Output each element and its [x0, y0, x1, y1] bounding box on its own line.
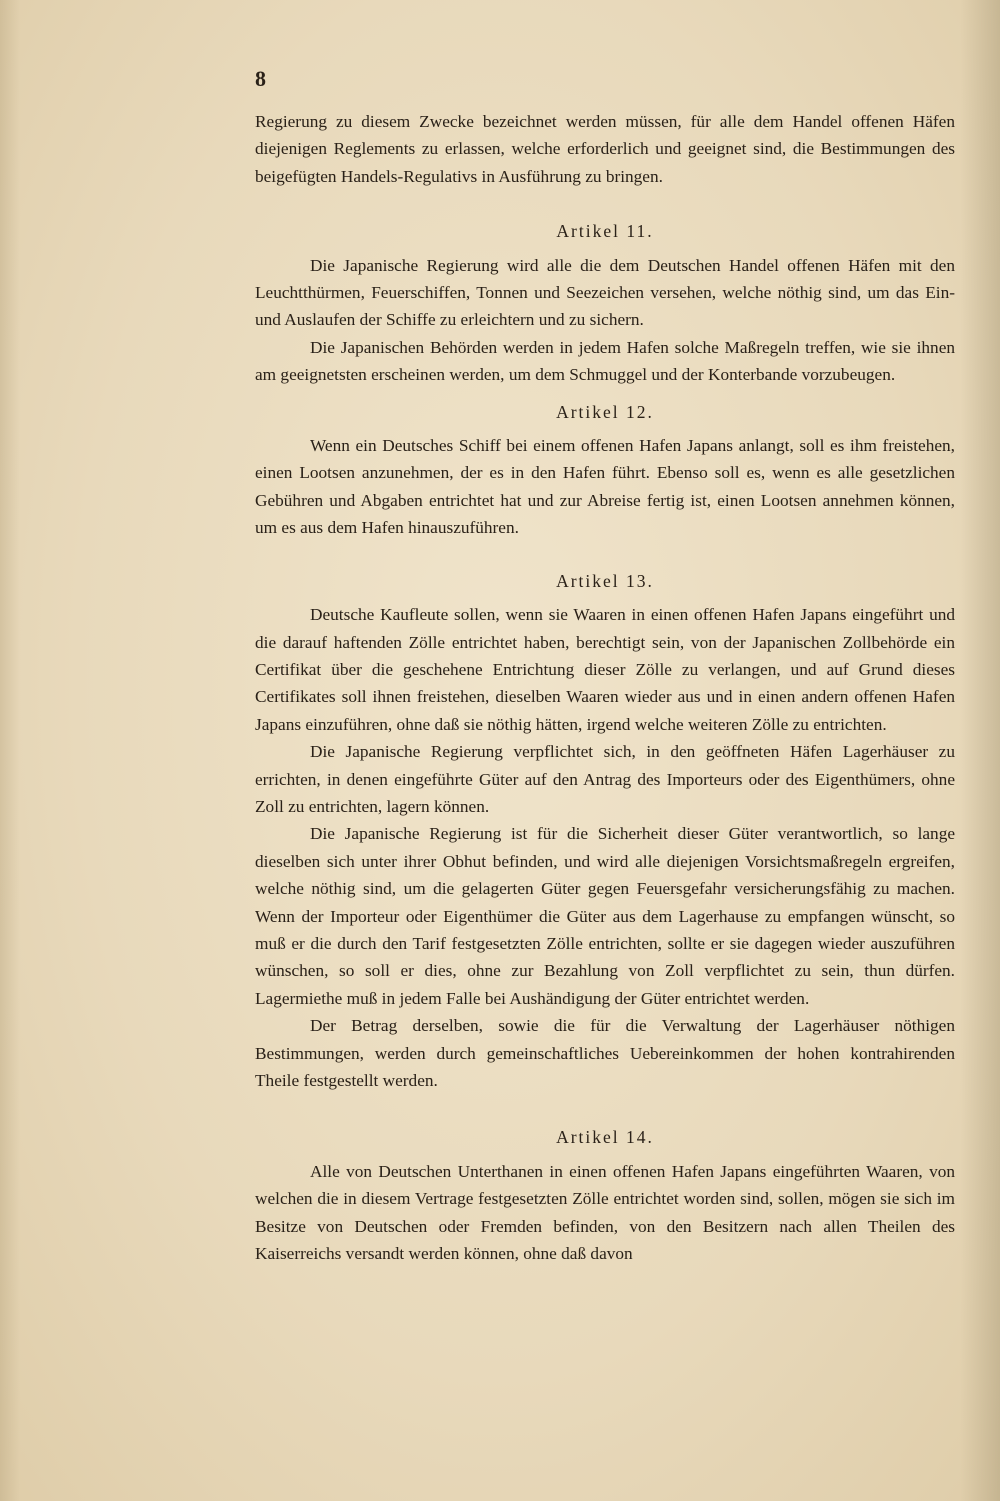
article-12-paragraph-1: Wenn ein Deutsches Schiff bei einem offenen Hafen Japans anlangt, soll es ihm freistehen, einen Lootsen anzunehmen, der es in den Hafen führt. Ebenso soll es, wenn es alle gesetzlichen Gebühren und Abgaben entrichtet hat und zur Abreise fertig ist, einen Lootsen annehmen können, um es aus dem Hafen hinauszuführen.	[255, 436, 955, 538]
article-13-paragraph-1: Deutsche Kaufleute sollen, wenn sie Waaren in einen offenen Hafen Japans eingeführt und die darauf haftenden Zölle entrichtet haben, berechtigt sein, von der Japanischen Zollbehörde ein Certifikat über die geschehene Entrichtung dieser Zölle zu verlangen, und auf Grund dieses Certifikates soll ihnen freistehen, dieselben Waaren wieder aus und in einen andern offenen Hafen Japans einzuführen, ohne daß sie nöthig hätten, irgend welche weiteren Zölle zu entrichten.	[255, 605, 955, 734]
page-edge-shadow-right	[960, 0, 1000, 1501]
page-number: 8	[255, 66, 266, 91]
article-14-heading: Artikel 14.	[556, 1127, 654, 1148]
article-11-heading: Artikel 11.	[556, 221, 654, 242]
article-13-paragraph-3: Die Japanische Regierung ist für die Sicherheit dieser Güter verantwortlich, so lange dieselben sich unter ihrer Obhut befinden, und wird alle diejenigen Vorsichtsmaßregeln ergreifen, welche nöthig sind, um die gelagerten Güter gegen Feuersgefahr versicherungsfähig zu machen. Wenn der Importeur oder Eigenthümer die Güter aus dem Lagerhause zu empfangen wünscht, so muß er die durch den Tarif festgesetzten Zölle entrichten, sollte er sie dagegen wieder auszuführen wünschen, so soll er dies, ohne zur Bezahlung von Zoll verpflichtet zu sein, thun dürfen. Lagermiethe muß in jedem Falle bei Aushändigung der Güter entrichtet werden.	[255, 824, 955, 1008]
article-13-heading: Artikel 13.	[556, 570, 654, 591]
article-14-paragraph-1: Alle von Deutschen Unterthanen in einen offenen Hafen Japans eingeführten Waaren, von welchen die in diesem Vertrage festgesetzten Zölle entrichtet worden sind, sollen, mögen sie sich im Besitze von Deutschen oder Fremden befinden, von den Besitzern nach allen Theilen des Kaiserreichs versandt werden können, ohne daß davon	[255, 1161, 955, 1264]
article-11-paragraph-2: Die Japanischen Behörden werden in jedem Hafen solche Maßregeln treffen, wie sie ihnen am geeignetsten erscheinen werden, um dem Schmuggel und der Konterbande vorzubeugen.	[255, 337, 955, 385]
article-13-paragraph-4: Der Betrag derselben, sowie die für die Verwaltung der Lagerhäuser nöthigen Bestimmungen, werden durch gemeinschaftliches Uebereinkommen der hohen kontrahirenden Theile festgestellt werden.	[255, 1016, 955, 1090]
article-12-heading: Artikel 12.	[556, 401, 654, 422]
article-11-paragraph-1: Die Japanische Regierung wird alle die dem Deutschen Handel offenen Häfen mit den Leuchtthürmen, Feuerschiffen, Tonnen und Seezeichen versehen, welche nöthig sind, um das Ein- und Auslaufen der Schiffe zu erleichtern und zu sichern.	[255, 255, 955, 330]
article-13-paragraph-2: Die Japanische Regierung verpflichtet sich, in den geöffneten Häfen Lagerhäuser zu errichten, in denen eingeführte Güter auf den Antrag des Importeurs oder des Eigenthümers, ohne Zoll zu entrichten, lagern können.	[255, 742, 955, 816]
intro-paragraph: Regierung zu diesem Zwecke bezeichnet werden müssen, für alle dem Handel offenen Häfen diejenigen Reglements zu erlassen, welche erforderlich und geeignet sind, die Bestimmungen des beigefügten Handels-Regulativs in Ausführung zu bringen.	[255, 112, 955, 186]
body-text	[255, 108, 955, 1267]
page-edge-shadow-left	[0, 0, 20, 1501]
